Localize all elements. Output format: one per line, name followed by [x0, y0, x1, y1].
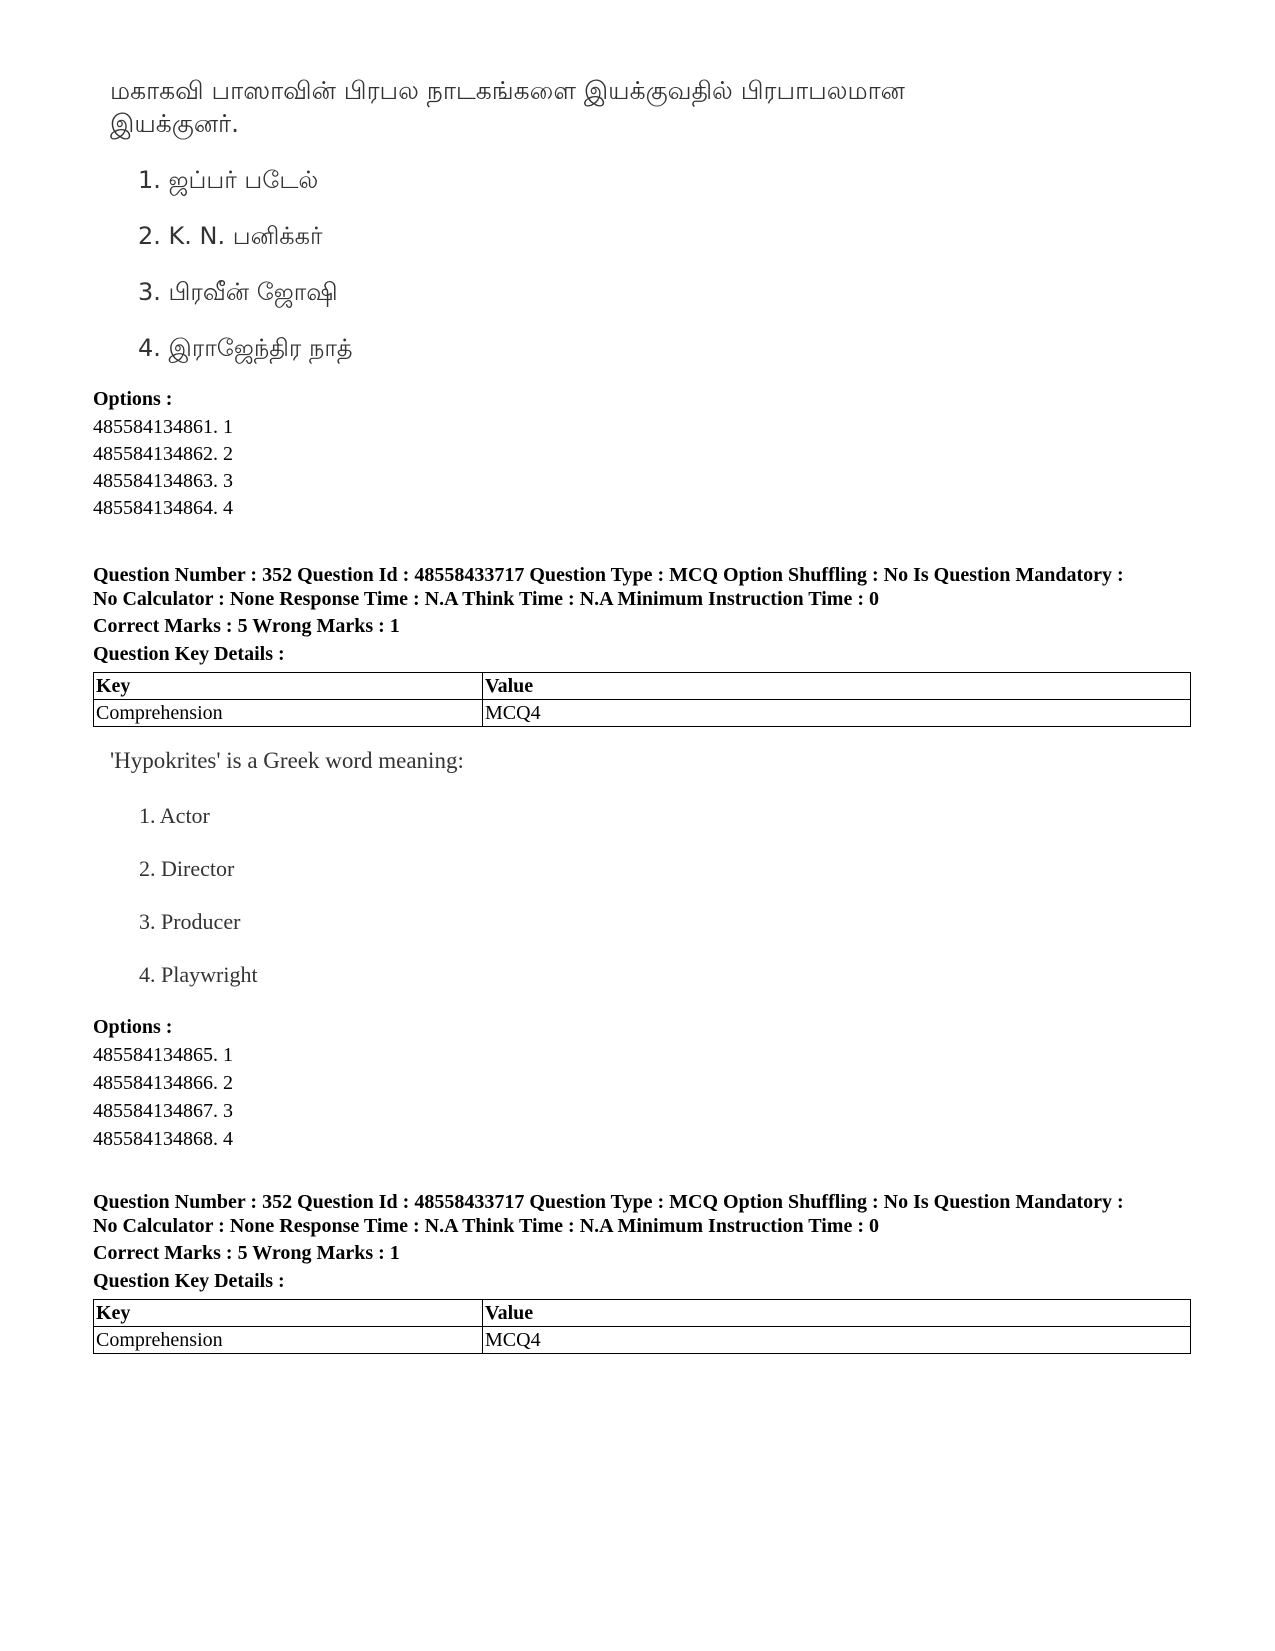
table-header-row	[94, 1300, 1191, 1327]
option-line: 485584134865. 1	[93, 1044, 233, 1066]
key-details-table	[93, 672, 1191, 727]
table-cell-key: Comprehension	[94, 700, 483, 727]
table-header-key: Key	[94, 673, 483, 700]
option-line: 485584134868. 4	[93, 1128, 233, 1150]
tamil-choice-4: 4. இராஜேந்திர நாத்	[138, 334, 353, 362]
question-meta-line-2: No Calculator : None Response Time : N.A Think Time : N.A Minimum Instruction Time : 0	[93, 588, 879, 610]
tamil-question-text: மகாகவி பாஸாவின் பிரபல நாடகங்களை இயக்குவதில் பிரபாபலமான இயக்குனர்.	[110, 76, 905, 138]
english-choice-3: 3. Producer	[139, 909, 241, 934]
key-details-label: Question Key Details :	[93, 1270, 285, 1292]
key-details-label: Question Key Details :	[93, 643, 285, 665]
table-header-value: Value	[483, 1300, 1191, 1327]
table-header-value: Value	[483, 673, 1191, 700]
options-label: Options :	[93, 1016, 173, 1038]
question-meta-line-1: Question Number : 352 Question Id : 48558433717 Question Type : MCQ Option Shuffling : No Is Question Mandatory :	[93, 564, 1124, 586]
table-header-key: Key	[94, 1300, 483, 1327]
tamil-choice-1: 1. ஜப்பர் படேல்	[138, 166, 319, 194]
question-meta	[93, 1190, 1203, 1238]
question-meta	[93, 563, 1203, 611]
tamil-question-image	[110, 74, 1010, 140]
question-meta-line-1: Question Number : 352 Question Id : 48558433717 Question Type : MCQ Option Shuffling : No Is Question Mandatory :	[93, 1191, 1124, 1213]
table-row	[94, 1327, 1191, 1354]
marks-line: Correct Marks : 5 Wrong Marks : 1	[93, 615, 400, 637]
option-line: 485584134863. 3	[93, 470, 233, 492]
english-choice-4: 4. Playwright	[139, 962, 258, 987]
question-meta-line-2: No Calculator : None Response Time : N.A Think Time : N.A Minimum Instruction Time : 0	[93, 1215, 879, 1237]
english-choice-1: 1. Actor	[139, 803, 210, 828]
table-cell-value: MCQ4	[483, 1327, 1191, 1354]
english-question-text: 'Hypokrites' is a Greek word meaning:	[110, 748, 464, 773]
option-line: 485584134866. 2	[93, 1072, 233, 1094]
table-cell-value: MCQ4	[483, 700, 1191, 727]
option-line: 485584134861. 1	[93, 416, 233, 438]
option-line: 485584134864. 4	[93, 497, 233, 519]
options-label: Options :	[93, 388, 173, 410]
tamil-choice-3: 3. பிரவீன் ஜோஷி	[138, 278, 338, 306]
table-header-row	[94, 673, 1191, 700]
english-choice-2: 2. Director	[139, 856, 235, 881]
option-line: 485584134862. 2	[93, 443, 233, 465]
tamil-choice-2: 2. K. N. பனிக்கர்	[138, 222, 323, 250]
table-cell-key: Comprehension	[94, 1327, 483, 1354]
key-details-table	[93, 1299, 1191, 1354]
table-row	[94, 700, 1191, 727]
option-line: 485584134867. 3	[93, 1100, 233, 1122]
marks-line: Correct Marks : 5 Wrong Marks : 1	[93, 1242, 400, 1264]
